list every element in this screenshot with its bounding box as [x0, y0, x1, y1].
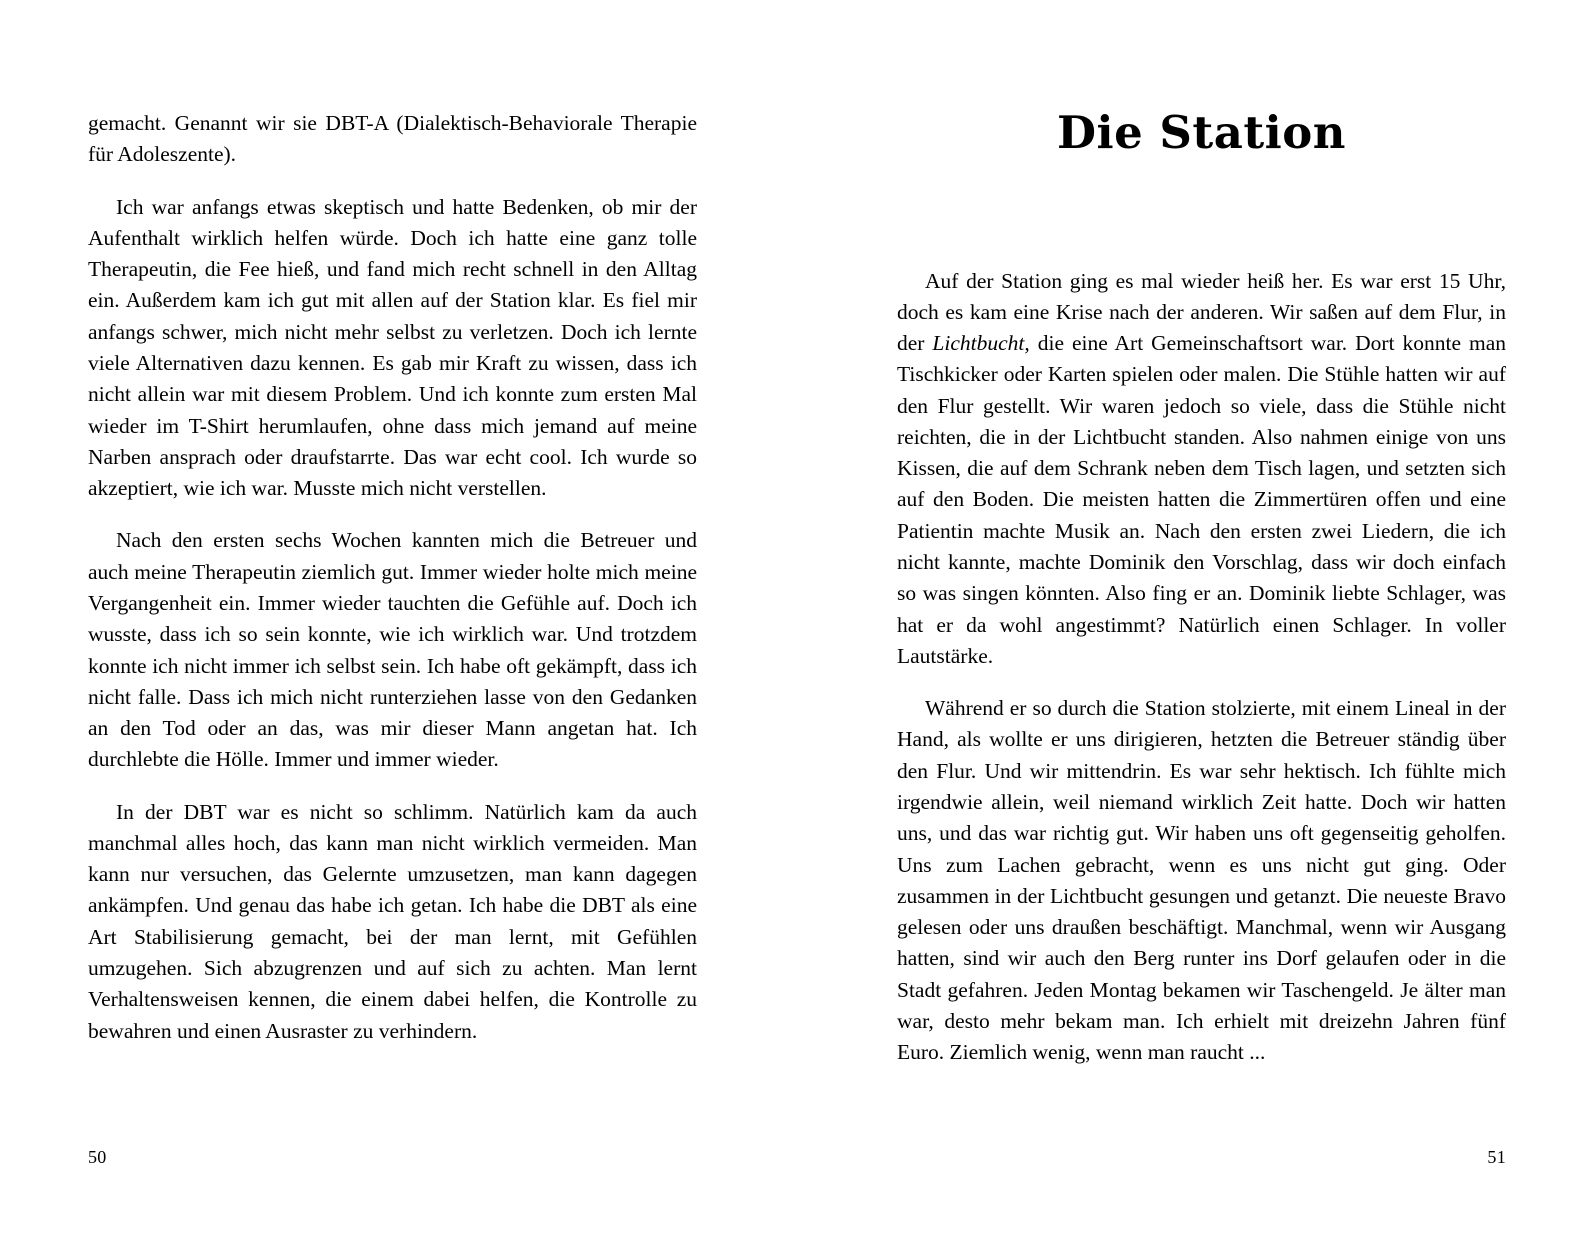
paragraph [897, 266, 1506, 673]
paragraph: Während er so durch die Station stolzierte, mit einem Lineal in der Hand, als wollte er uns dirigieren, hetzten die Betreuer ständig über den Flur. Und wir mittendrin. Es war sehr hektisch. Ich fühlte mich irgendwie allein, weil niemand wirklich Zeit hatte. Doch wir hatten uns, und das war richtig gut. Wir haben uns oft gegenseitig geholfen. Uns zum Lachen gebracht, wenn es uns nicht gut ging. Oder zusammen in der Lichtbucht gesungen und getanzt. Die neueste Bravo gelesen oder uns draußen beschäftigt. Manchmal, wenn wir Ausgang hatten, sind wir auch den Berg runter ins Dorf gelaufen oder in die Stadt gefahren. Jeden Montag bekamen wir Taschengeld. Je älter man war, desto mehr bekam man. Ich erhielt mit dreizehn Jahren fünf Euro. Ziemlich wenig, wenn man raucht ... [897, 696, 1506, 1065]
chapter-title: Die Station [1057, 106, 1346, 159]
page-number: 51 [1487, 1147, 1506, 1167]
paragraph-text-before: Auf der Station ging es mal wieder heiß her. Es war erst 15 Uhr, doch es kam eine Krise nach der anderen. Wir saßen auf dem Flur, in der [897, 268, 1506, 356]
right-page [797, 0, 1594, 1240]
paragraph: In der DBT war es nicht so schlimm. Natürlich kam da auch manchmal alles hoch, das kann man nicht wirklich vermeiden. Man kann nur versuchen, das Gelernte umzusetzen, man kann dagegen ankämpfen. Und genau das habe ich getan. Ich habe die DBT als eine Art Stabilisierung gemacht, bei der man lernt, mit Gefühlen umzugehen. Sich abzugrenzen und auf sich zu achten. Man lernt Verhaltensweisen kennen, die einem dabei helfen, die Kontrolle zu bewahren und einen Ausraster zu verhindern. [88, 799, 697, 1043]
paragraph: Ich war anfangs etwas skeptisch und hatte Bedenken, ob mir der Aufenthalt wirklich helfen würde. Doch ich hatte eine ganz tolle Therapeutin, die Fee hieß, und fand mich recht schnell in den Alltag ein. Außerdem kam ich gut mit allen auf der Station klar. Es fiel mir anfangs schwer, mich nicht mehr selbst zu verletzen. Doch ich lernte viele Alternativen dazu kennen. Es gab mir Kraft zu wissen, dass ich nicht allein war mit diesem Problem. Und ich konnte zum ersten Mal wieder im T-Shirt herumlaufen, ohne dass mich jemand auf meine Narben ansprach oder draufstarrte. Das war echt cool. Ich wurde so akzeptiert, wie ich war. Musste mich nicht verstellen. [88, 194, 697, 501]
paragraph-text-after: , die eine Art Gemeinschaftsort war. Dort konnte man Tischkicker oder Karten spielen oder malen. Die Stühle hatten wir auf den Flur gestellt. Wir waren jedoch so viele, dass die Stühle nicht reichten, die in der Lichtbucht standen. Also nahmen einige von uns Kissen, die auf dem Schrank neben dem Tisch lagen, und setzten sich auf den Boden. Die meisten hatten die Zimmertüren offen und eine Patientin machte Musik an. Nach den ersten zwei Liedern, die ich nicht kannte, machte Dominik den Vorschlag, dass wir doch einfach so was singen könnten. Also fing er an. Dominik liebte Schlager, was hat er da wohl angestimmt? Natürlich einen Schlager. In voller Lautstärke. [897, 331, 1506, 668]
paragraph: Nach den ersten sechs Wochen kannten mich die Betreuer und auch meine Therapeutin ziemlich gut. Immer wieder holte mich meine Vergangenheit ein. Immer wieder tauchten die Gefühle auf. Doch ich wusste, dass ich so sein konnte, wie ich wirklich war. Und trotzdem konnte ich nicht immer ich selbst sein. Ich habe oft gekämpft, dass ich nicht falle. Dass ich mich nicht runterziehen lasse von den Gedanken an den Tod oder an das, was mir dieser Mann angetan hat. Ich durchlebte die Hölle. Immer und immer wieder. [88, 528, 697, 772]
paragraph-continuation: gemacht. Genannt wir sie DBT-A (Dialektisch-Behaviorale Therapie für Adoleszente). [88, 111, 697, 167]
page-number: 50 [88, 1147, 107, 1167]
emphasized-term: Lichtbucht [932, 331, 1025, 356]
